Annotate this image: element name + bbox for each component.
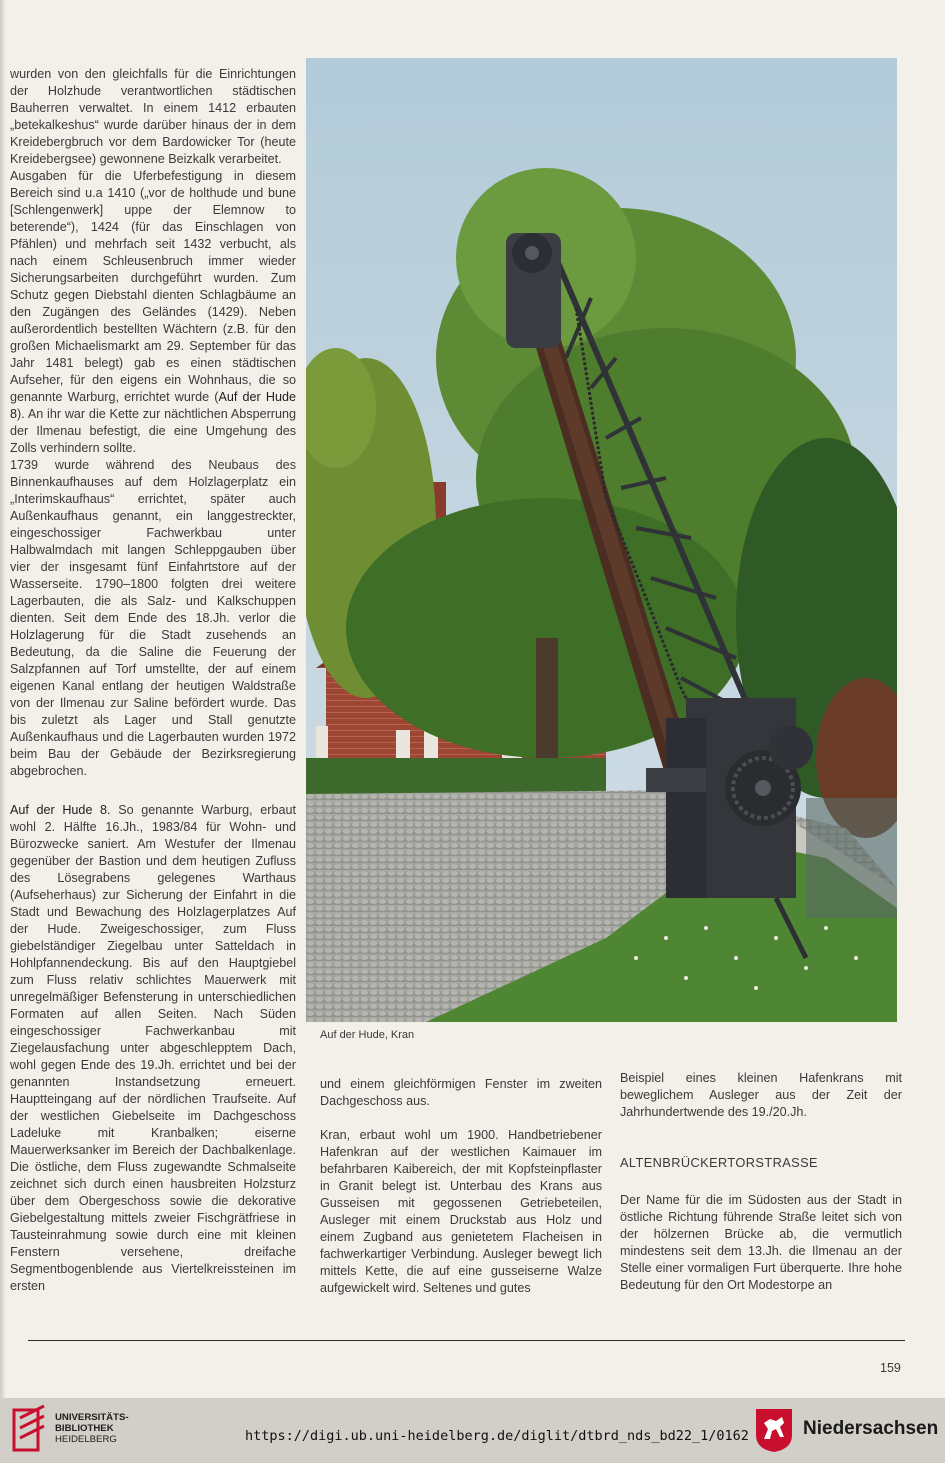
ub-heidelberg-logo-icon[interactable]: [10, 1404, 50, 1456]
paragraph-uferbefestigung-part2: ). An ihr war die Kette zur nächtlichen Absperrung der Ilmenau befestigt, die eine Umgehung des Zolls verhindern sollte.: [10, 407, 296, 455]
paragraph-dachgeschoss: und einem gleichförmigen Fenster im zweiten Dachgeschoss aus.: [320, 1077, 602, 1108]
page-gutter-shadow: [0, 0, 6, 1398]
paragraph-uferbefestigung-part1: Ausgaben für die Uferbefestigung in diesem Bereich sind u.a 1410 („vor de holthude und bune [Schlengenwerk] uppe der Elemnow to beterende“), 1424 (für das Einschlagen von Pfählen) und mehrfach seit 1432 verbucht, als nach einem Schleusenbruch immer wieder Sicherungsarbeiten durchgeführt wurden. Zum Schutz gegen Diebstahl dienten Schlagbäume an den Zugängen des Geländes (1429). Neben außerordentlich bestellten Wächtern (z.B. für den großen Michaelismarkt am 29. September für das Jahr 1481 belegt) gab es einen städtischen Aufseher, für den eigens ein Wohnhaus, die so genannte Warburg, errichtet wurde (: [10, 169, 296, 404]
right-text-column: [620, 1070, 902, 1294]
crane-photograph: [306, 58, 897, 1022]
ub-label-line3: HEIDELBERG: [55, 1434, 117, 1445]
paragraph-uferbefestigung: [10, 168, 296, 457]
page-number: 159: [880, 1361, 901, 1375]
paragraph-hafenkran: Beispiel eines kleinen Hafenkrans mit beweglichem Ausleger aus der Zeit der Jahrhundertwende des 19./20.Jh.: [620, 1071, 902, 1119]
ub-heidelberg-label[interactable]: [55, 1412, 129, 1445]
photo-caption: Auf der Hude, Kran: [320, 1029, 415, 1041]
middle-text-column: [320, 1076, 602, 1297]
entry-kran: Kran, erbaut wohl um 1900. Handbetriebener Hafenkran auf der westlichen Kaimauer im befahrbaren Kaibereich, der mit Kopfsteinpflaster in Granit belegt ist. Unterbau des Krans aus Gusseisen mit gegossenen Getriebeteilen, Ausleger mit einem Druckstab aus Holz und einem Zugband aus genietetem Flacheisen in fachwerkartiger Verbindung. Ausleger bewegt lich mittels Kette, die auf eine gusseiserne Walze aufgewickelt wird. Seltenes und gutes: [320, 1128, 602, 1295]
footer-rule: [28, 1340, 905, 1341]
entry-auf-der-hude-8: [10, 802, 296, 1295]
ub-label-line1: UNIVERSITÄTS-: [55, 1412, 129, 1423]
paragraph-holzhude: wurden von den gleichfalls für die Einrichtungen der Holzhude verantwortlichen städtischen Bauherren verwaltet. In einem 1412 erbauten „betekalkeshus“ wurde darüber hinaus der in dem Kreidebergbruch vor dem Bardowicker Tor (heute Kreidebergsee) gewonnene Beizkalk verarbeitet.: [10, 67, 296, 166]
paragraph-altenbrueckertorstrasse: Der Name für die im Südosten aus der Stadt in östliche Richtung führende Straße leitet sich von der hölzernen Brücke ab, die vermutlich mindestens seit dem 13.Jh. die Ilmenau an der Stelle einer vormaligen Furt überquerte. Ihre hohe Bedeutung für den Ort Modestorpe an: [620, 1193, 902, 1292]
niedersachsen-label[interactable]: Niedersachsen: [803, 1418, 939, 1439]
left-text-column: [10, 66, 296, 1295]
crossref-auf-der-hude-8: Auf der Hude 8: [10, 390, 296, 421]
entry-lead-auf-der-hude-8: Auf der Hude 8.: [10, 803, 111, 817]
river: [806, 798, 897, 918]
entry-text-warburg: So genannte Warburg, erbaut wohl 2. Hälfte 16.Jh., 1983/84 für Wohn- und Bürozwecke saniert. Am Westufer der Ilmenau gegenüber der Bastion und dem heutigen Zufluss des Lösegrabens gelegenes Warthaus (Aufseherhaus) zur Sicherung der Einfahrt in die Stadt und Bewachung des Holzlagerplatzes Auf der Hude. Zweigeschossiger, zum Fluss giebelständiger Ziegelbau unter Satteldach in Hohlpfannendeckung. Bis auf den Hauptgiebel zum Fluss relativ schlichtes Mauerwerk mit unregelmäßiger Befensterung in unterschiedlichen Formaten auf allen Seiten. Nach Süden eingeschossiger Fachwerkanbau mit Ziegelausfachung unter abgeschlepptem Dach, wohl gegen Ende des 19.Jh. errichtet und bei der genannten Instandsetzung erneuert. Hauptteingang auf der nördlichen Traufseite. Auf der westlichen Giebelseite im Dachgeschoss Ladeluke mit Kranbalken; eiserne Mauerwerksanker im Bereich der Dachbalkenlage. Die östliche, dem Fluss zugewandte Schmalseite zeichnet sich durch einen hausbreiten Holzsturz über dem Obergeschoss sowie die dekorative Giebelgestaltung mittels zweier Fischgrätfriese in Tausteinrahmung sowie durch eine mit kleinen Fenstern versehene, dreifache Segmentbogenblende aus Viertelkreissteinen im ersten: [10, 803, 296, 1293]
paragraph-interimskaufhaus: 1739 wurde während des Neubaus des Binnenkaufhauses auf dem Holzlagerplatz ein „Interimskaufhaus“ errichtet, später auch Außenkaufhaus genannt, ein langgestreckter, eingeschossiger Fachwerkbau unter Halbwalmdach mit langen Schleppgauben über vier der insgesamt fünf Einfahrtstore auf der Wasserseite. 1790–1800 folgten drei weitere Lagerbauten, die als Salz- und Kalkschuppen dienten. Seit dem Ende des 18.Jh. verlor die Holzlagerung für die Stadt zusehends an Bedeutung, da die Saline die Feuerung der Salzpfannen auf Torf umstellte, der auf einem eigenen Kanal entlang der heutigen Waldstraße von der Ilmenau zur Saline befördert wurde. Das bis zuletzt als Lager und Stall genutzte Außenkaufhaus und die Lagerbauten wurden 1972 beim Bau der Gebäude der Bezirksregierung abgebrochen.: [10, 458, 296, 778]
permalink-url[interactable]: https://digi.ub.uni-heidelberg.de/diglit/dtbrd_nds_bd22_1/0162: [245, 1428, 749, 1444]
section-heading-altenbrueckertorstrasse: ALTENBRÜCKERTORSTRASSE: [620, 1155, 818, 1170]
niedersachsen-horse-icon[interactable]: [754, 1407, 794, 1453]
ub-label-line2: BIBLIOTHEK: [55, 1423, 114, 1434]
